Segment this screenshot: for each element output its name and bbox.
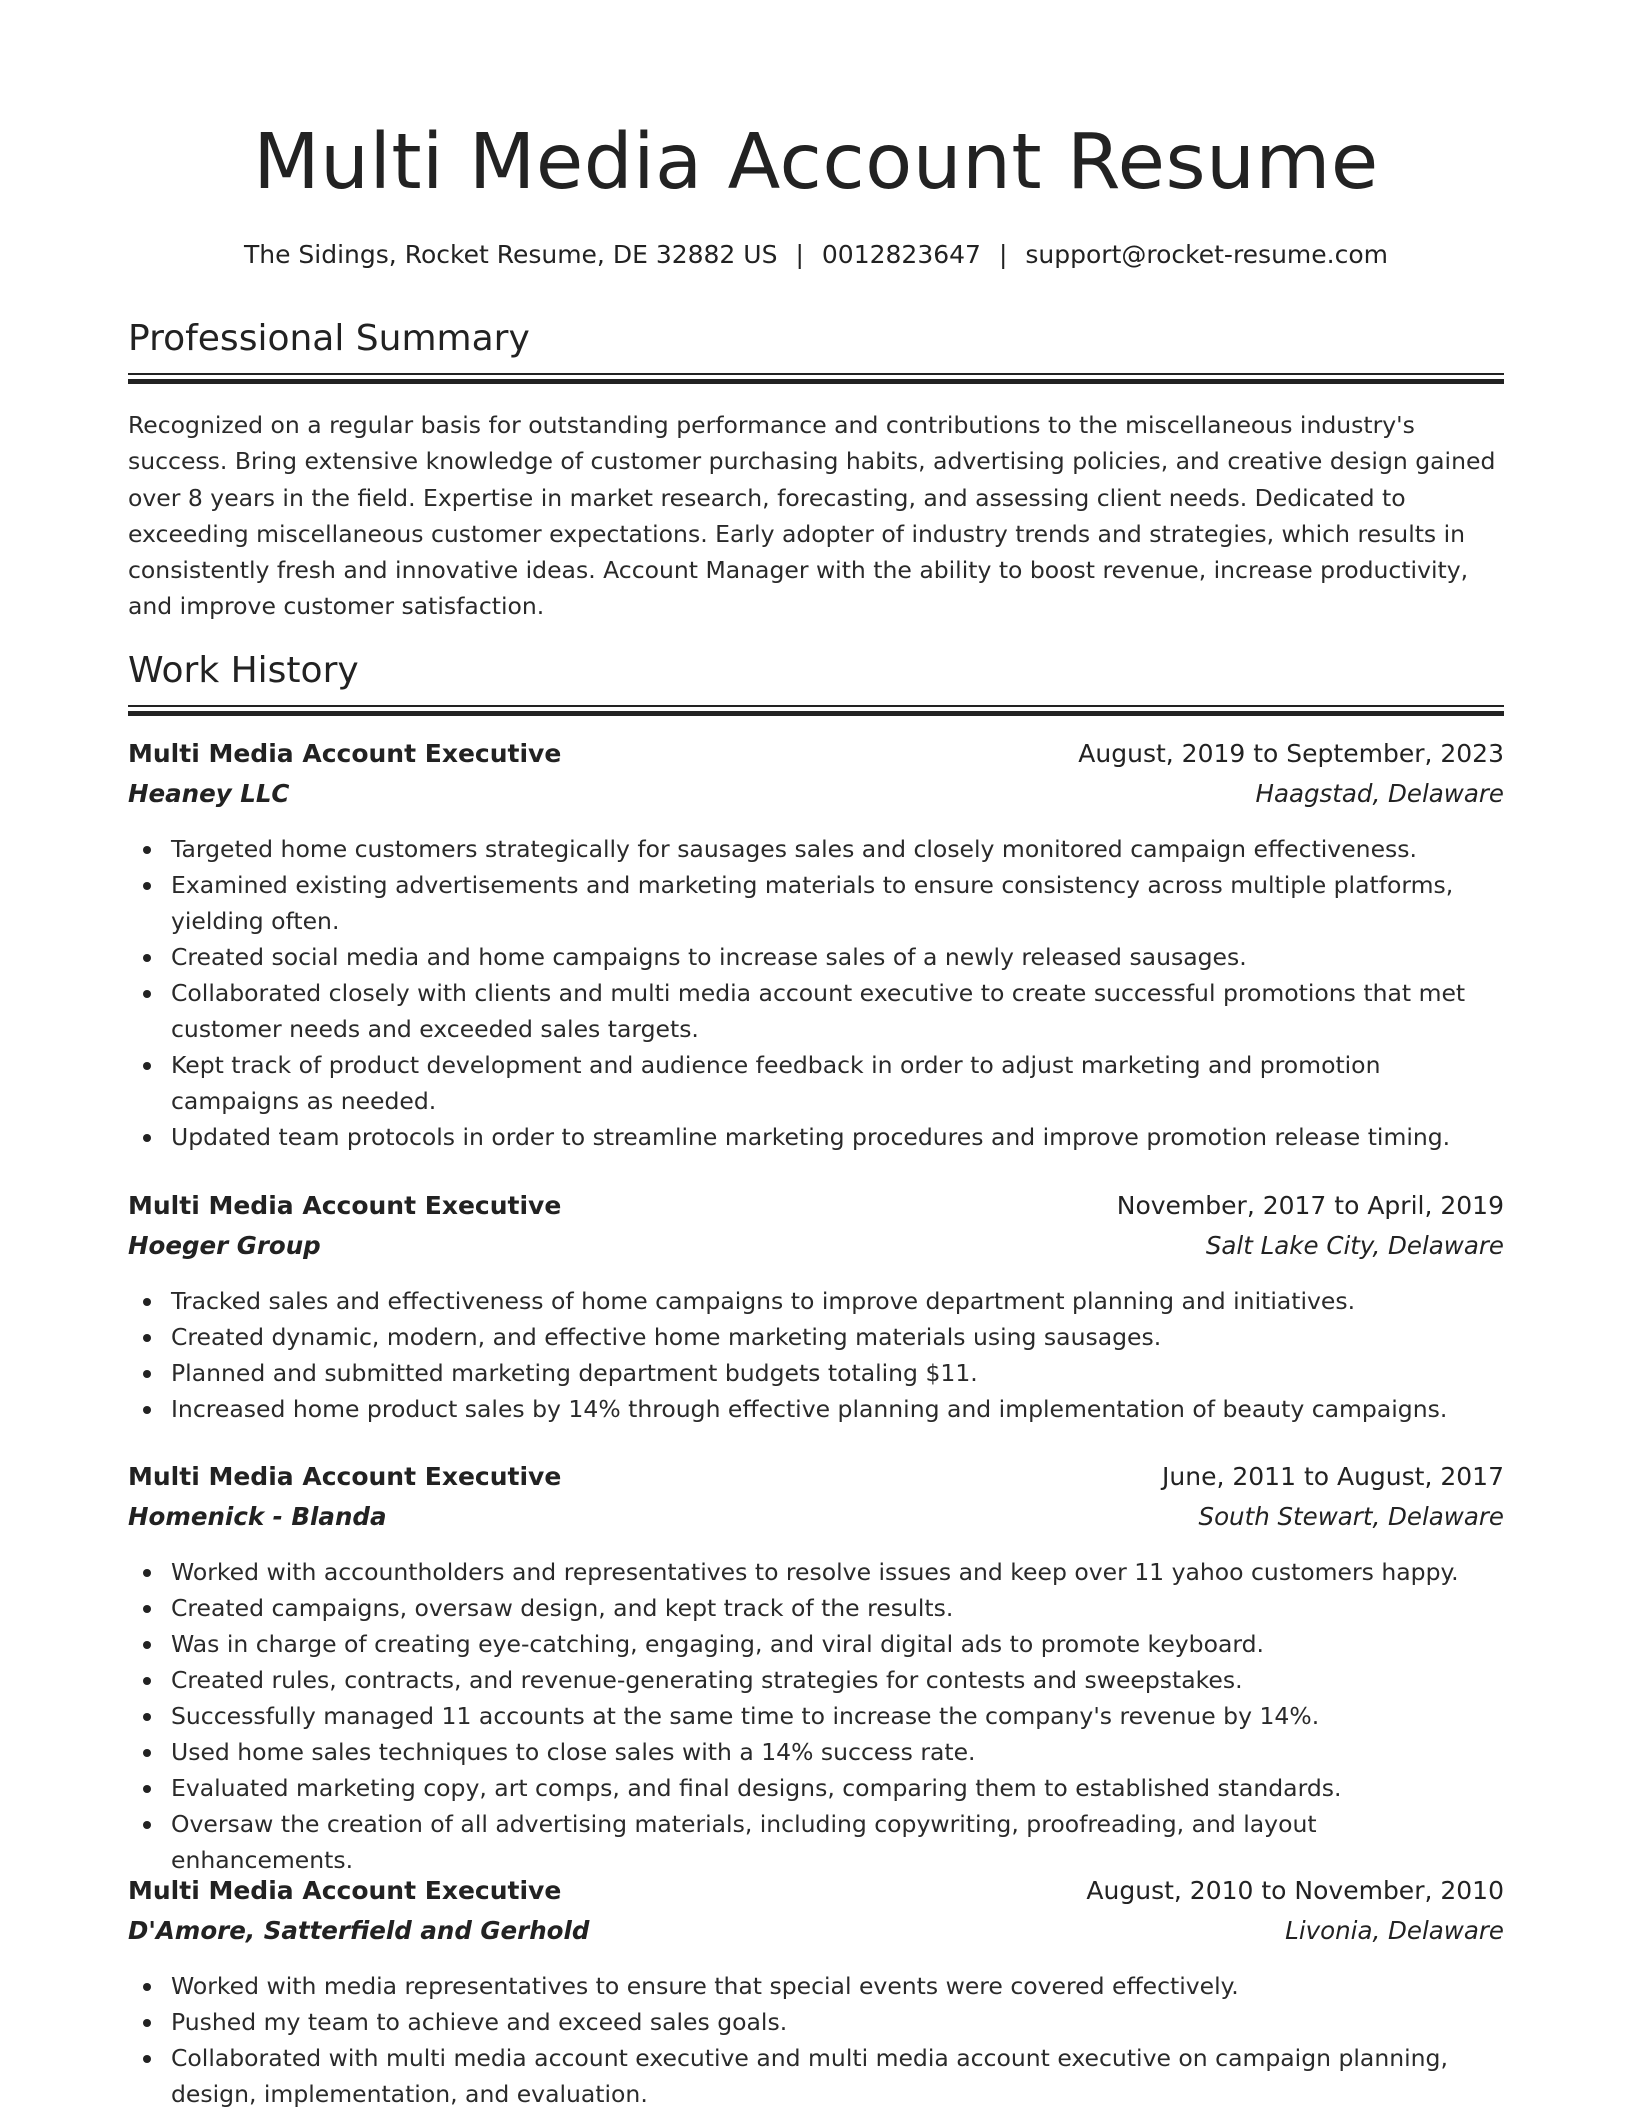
contact-separator: | bbox=[998, 240, 1008, 269]
job-location: South Stewart, Delaware bbox=[1198, 1502, 1504, 1531]
job-company: Heaney LLC bbox=[128, 779, 290, 808]
job-subheader-row bbox=[128, 1916, 1504, 1956]
job-bullet-list bbox=[128, 1283, 1504, 1427]
list-item: Worked with accountholders and representatives to resolve issues and keep over 11 yahoo customers happy. bbox=[128, 1554, 1504, 1590]
list-item: Created dynamic, modern, and effective home marketing materials using sausages. bbox=[128, 1319, 1504, 1355]
list-item: Used home sales techniques to close sales with a 14% success rate. bbox=[128, 1734, 1504, 1770]
list-item: Successfully managed 11 accounts at the same time to increase the company's revenue by 14%. bbox=[128, 1698, 1504, 1734]
contact-separator: | bbox=[795, 240, 804, 269]
job-title: Multi Media Account Executive bbox=[128, 1462, 562, 1491]
summary-divider bbox=[128, 373, 1504, 383]
job-company: D'Amore, Satterfield and Gerhold bbox=[128, 1916, 590, 1945]
job-dates: June, 2011 to August, 2017 bbox=[1162, 1462, 1504, 1491]
list-item: Worked with media representatives to ensure that special events were covered effectively. bbox=[128, 1968, 1504, 2004]
contact-line bbox=[128, 240, 1504, 269]
job-dates: August, 2019 to September, 2023 bbox=[1078, 739, 1504, 768]
job-bullet-list bbox=[128, 831, 1504, 1155]
job-entry bbox=[128, 1191, 1504, 1423]
list-item: Created social media and home campaigns to increase sales of a newly released sausages. bbox=[128, 939, 1504, 975]
list-item: Planned and submitted marketing department budgets totaling $11. bbox=[128, 1355, 1504, 1391]
job-location: Salt Lake City, Delaware bbox=[1205, 1231, 1504, 1260]
list-item: Pushed my team to achieve and exceed sales goals. bbox=[128, 2004, 1504, 2040]
work-history-heading: Work History bbox=[128, 650, 359, 691]
list-item: Evaluated marketing copy, art comps, and final designs, comparing them to established standards. bbox=[128, 1770, 1504, 1806]
job-header-row bbox=[128, 739, 1504, 779]
list-item: Targeted home customers strategically for sausages sales and closely monitored campaign effectiveness. bbox=[128, 831, 1504, 867]
list-item: Oversaw the creation of all advertising materials, including copywriting, proofreading, and layout enhancements. bbox=[128, 1806, 1504, 1878]
work-history-divider bbox=[128, 705, 1504, 715]
job-company: Homenick - Blanda bbox=[128, 1502, 387, 1531]
job-header-row bbox=[128, 1462, 1504, 1502]
list-item: Examined existing advertisements and marketing materials to ensure consistency across multiple platforms, yielding often. bbox=[128, 867, 1504, 939]
job-bullet-list bbox=[128, 1554, 1504, 1878]
job-location: Livonia, Delaware bbox=[1285, 1916, 1504, 1945]
contact-address: The Sidings, Rocket Resume, DE 32882 US bbox=[243, 240, 778, 269]
contact-phone: 0012823647 bbox=[821, 240, 981, 269]
job-dates: November, 2017 to April, 2019 bbox=[1116, 1191, 1504, 1220]
job-bullet-list bbox=[128, 1968, 1504, 2112]
job-title: Multi Media Account Executive bbox=[128, 739, 562, 768]
list-item: Kept track of product development and audience feedback in order to adjust marketing and promotion campaigns as needed. bbox=[128, 1047, 1504, 1119]
job-title: Multi Media Account Executive bbox=[128, 1876, 562, 1905]
job-header-row bbox=[128, 1191, 1504, 1231]
job-location: Haagstad, Delaware bbox=[1255, 779, 1504, 808]
contact-email: support@rocket-resume.com bbox=[1025, 240, 1389, 269]
list-item: Created campaigns, oversaw design, and kept track of the results. bbox=[128, 1590, 1504, 1626]
job-subheader-row bbox=[128, 779, 1504, 819]
job-subheader-row bbox=[128, 1502, 1504, 1542]
summary-heading: Professional Summary bbox=[128, 318, 530, 359]
list-item: Tracked sales and effectiveness of home campaigns to improve department planning and initiatives. bbox=[128, 1283, 1504, 1319]
job-subheader-row bbox=[128, 1231, 1504, 1271]
list-item: Collaborated with multi media account executive and multi media account executive on campaign planning, design, implementation, and evaluation. bbox=[128, 2040, 1504, 2112]
list-item: Collaborated closely with clients and multi media account executive to create successful promotions that met customer needs and exceeded sales targets. bbox=[128, 975, 1504, 1047]
list-item: Updated team protocols in order to streamline marketing procedures and improve promotion release timing. bbox=[128, 1119, 1504, 1155]
resume-title: Multi Media Account Resume bbox=[253, 118, 1379, 207]
job-company: Hoeger Group bbox=[128, 1231, 321, 1260]
list-item: Increased home product sales by 14% through effective planning and implementation of beauty campaigns. bbox=[128, 1391, 1504, 1427]
job-header-row bbox=[128, 1876, 1504, 1916]
summary-text: Recognized on a regular basis for outstanding performance and contributions to the miscellaneous industry's success. Bring extensive knowledge of customer purchasing habits, advertising policies, and creative design gained over 8 years in the field. Expertise in market research, forecasting, and assessing client needs. Dedicated to exceeding miscellaneous customer expectations. Early adopter of industry trends and strategies, which results in consistently fresh and innovative ideas. Account Manager with the ability to boost revenue, increase productivity, and improve customer satisfaction. bbox=[128, 411, 1496, 621]
job-entry bbox=[128, 1462, 1504, 1874]
job-title: Multi Media Account Executive bbox=[128, 1191, 562, 1220]
list-item: Created rules, contracts, and revenue-generating strategies for contests and sweepstakes. bbox=[128, 1662, 1504, 1698]
job-dates: August, 2010 to November, 2010 bbox=[1086, 1876, 1504, 1905]
job-entry bbox=[128, 739, 1504, 1151]
job-entry bbox=[128, 1876, 1504, 2108]
list-item: Was in charge of creating eye-catching, engaging, and viral digital ads to promote keyboard. bbox=[128, 1626, 1504, 1662]
